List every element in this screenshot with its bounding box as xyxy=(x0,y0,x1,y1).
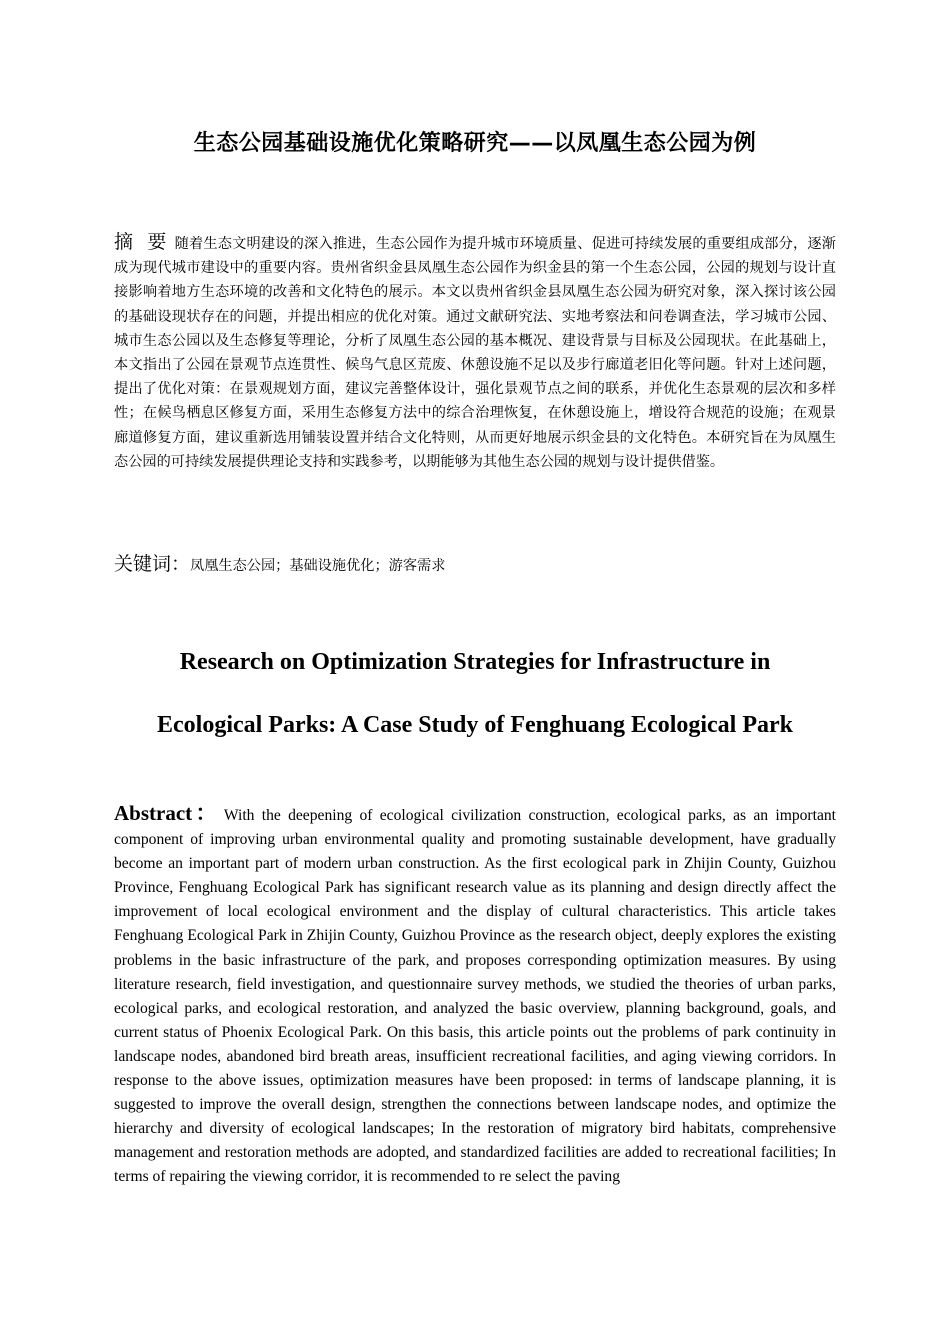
english-title xyxy=(60,631,890,757)
chinese-keywords xyxy=(114,552,836,578)
chinese-title: 生态公园基础设施优化策略研究——以凤凰生态公园为例 xyxy=(193,131,757,156)
english-abstract-label: Abstract： xyxy=(114,801,220,825)
english-abstract-text: With the deepening of ecological civilization construction, ecological parks, as an important component of improving urban environmental quality and promoting sustainable development, have gradually become an important part of modern urban construction. As the first ecological park in Zhijin County, Guizhou Province, Fenghuang Ecological Park has significant research value as its planning and design directly affect the improvement of local ecological environment and the display of cultural characteristics. This article takes Fenghuang Ecological Park in Zhijin County, Guizhou Province as the research object, deeply explores the existing problems in the basic infrastructure of the park, and proposes corresponding optimization measures. By using literature research, field investigation, and questionnaire survey methods, we studied the theories of urban parks, ecological parks, and ecological restoration, and analyzed the basic overview, planning background, goals, and current status of Phoenix Ecological Park. On this basis, this article points out the problems of park continuity in landscape nodes, abandoned bird breath areas, insufficient recreational facilities, and aging viewing corridors. In response to the above issues, optimization measures have been proposed: in terms of landscape planning, it is suggested to improve the overall design, strengthen the connections between landscape nodes, and optimize the hierarchy and diversity of ecological landscapes; In the restoration of migratory bird habitats, comprehensive management and restoration methods are adopted, and standardized facilities are added to recreational facilities; In terms of repairing the viewing corridor, it is recommended to re select the paving xyxy=(114,807,836,1186)
english-title-line-1: Research on Optimization Strategies for Infrastructure in xyxy=(179,649,771,675)
chinese-abstract-label: 摘 要 xyxy=(114,231,171,253)
chinese-keywords-label: 关键词： xyxy=(114,553,191,575)
chinese-abstract-text: 随着生态文明建设的深入推进，生态公园作为提升城市环境质量、促进可持续发展的重要组成部分，逐渐成为现代城市建设中的重要内容。贵州省织金县凤凰生态公园作为织金县的第一个生态公园，公园的规划与设计直接影响着地方生态环境的改善和文化特色的展示。本文以贵州省织金县凤凰生态公园为研究对象，深入探讨该公园的基础设现状存在的问题，并提出相应的优化对策。通过文献研究法、实地考察法和问卷调查法，学习城市公园、城市生态公园以及生态修复等理论，分析了凤凰生态公园的基本概况、建设背景与目标及公园现状。在此基础上，本文指出了公园在景观节点连贯性、候鸟气息区荒废、休憩设施不足以及步行廊道老旧化等问题。针对上述问题，提出了优化对策：在景观规划方面，建议完善整体设计，强化景观节点之间的联系，并优化生态景观的层次和多样性；在候鸟栖息区修复方面，采用生态修复方法中的综合治理恢复，在休憩设施上，增设符合规范的设施；在观景廊道修复方面，建议重新选用铺装设置并结合文化特则，从而更好地展示织金县的文化特色。本研究旨在为凤凰生态公园的可持续发展提供理论支持和实践参考，以期能够为其他生态公园的规划与设计提供借鉴。 xyxy=(114,236,836,470)
english-abstract xyxy=(114,801,836,1190)
chinese-abstract xyxy=(114,230,836,474)
chinese-keywords-text: 凤凰生态公园；基础设施优化；游客需求 xyxy=(190,558,446,574)
english-title-line-2: Ecological Parks: A Case Study of Fenghuang Ecological Park xyxy=(156,712,794,738)
